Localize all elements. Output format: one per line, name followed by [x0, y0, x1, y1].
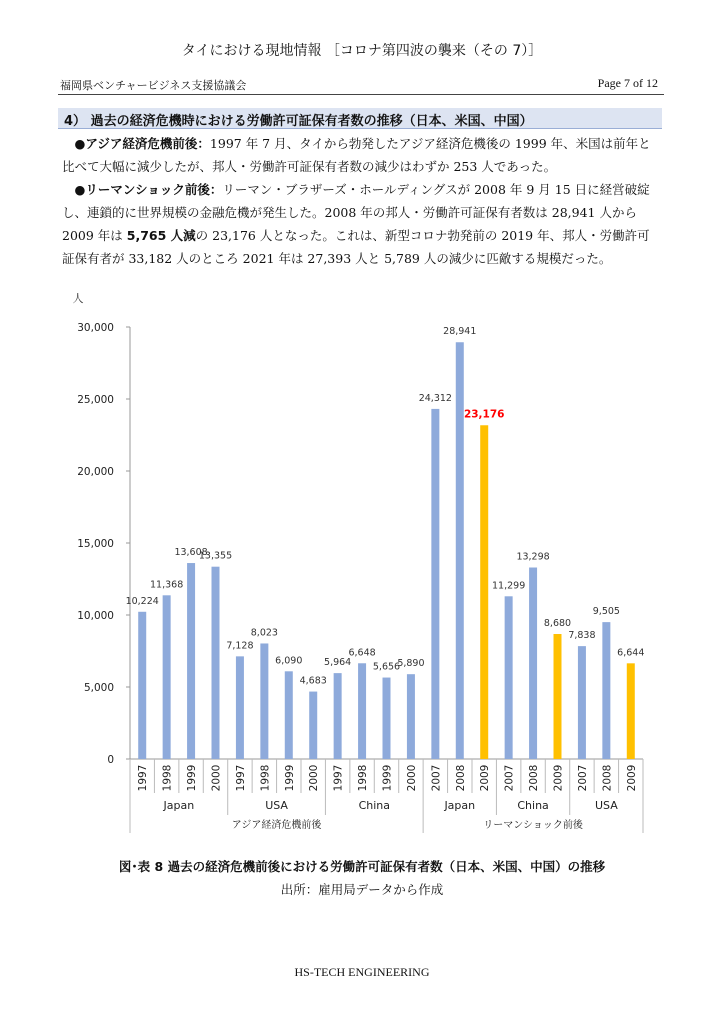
bar-value-label: 13,298 [516, 551, 550, 563]
bar [212, 567, 220, 759]
bar [358, 663, 366, 759]
bar-value-label: 8,680 [543, 618, 572, 630]
bar-value-label: 23,176 [463, 408, 505, 421]
x-tick-label: 2009 [552, 764, 565, 792]
x-tick-label: 2008 [454, 764, 467, 792]
country-group-label: USA [265, 799, 288, 812]
y-tick-label: 25,000 [77, 394, 114, 406]
x-tick-label: 2000 [405, 764, 418, 792]
x-tick-label: 1997 [137, 764, 150, 792]
lehman-shock-text-1: リーマン・ブラザーズ・ホールディングスが 2008 年 9 月 15 日に経営破綻し、連鎖的に世界規模の金融危機が発生した。2008 年の邦人・労働許可証保有者数は 28,941 人から 2009 年は [62, 182, 650, 243]
x-tick-label: 1997 [234, 764, 247, 792]
bar [407, 674, 415, 759]
bar-value-label: 13,355 [198, 550, 233, 562]
period-label: アジア経済危機前後 [231, 820, 322, 831]
x-tick-label: 2007 [430, 764, 443, 792]
x-tick-label: 1999 [283, 764, 296, 792]
x-tick-label: 1998 [357, 764, 370, 792]
x-tick-label: 1997 [332, 764, 345, 792]
y-tick-label: 0 [107, 754, 114, 766]
x-tick-label: 1999 [381, 764, 394, 792]
header-divider [58, 94, 664, 95]
bar-value-label: 5,890 [397, 658, 425, 670]
bar-value-label: 9,505 [592, 606, 620, 618]
asian-crisis-label: ●アジア経済危機前後： [74, 136, 210, 151]
document-title: タイにおける現地情報 ［コロナ第四波の襲来（その 7）］ [181, 43, 543, 59]
x-tick-label: 1998 [161, 764, 174, 792]
bar-value-label: 7,838 [568, 630, 596, 642]
country-group-label: China [358, 799, 390, 812]
section-heading: 4） 過去の経済危機時における労働許可証保有者数の推移（日本、米国、中国） [64, 114, 533, 129]
x-tick-label: 2000 [308, 764, 321, 792]
bar-value-label: 4,683 [299, 675, 327, 687]
page-number: Page 7 of 12 [597, 76, 658, 90]
paragraph-lehman-shock [62, 178, 660, 270]
bar [529, 568, 537, 759]
bar [578, 646, 586, 759]
x-tick-label: 2007 [576, 764, 589, 792]
bar-value-label: 13,608 [174, 547, 208, 559]
work-permit-bar-chart [58, 286, 658, 846]
x-tick-label: 2009 [625, 764, 638, 792]
bar [236, 656, 244, 759]
bar [627, 663, 635, 759]
paragraph-asian-crisis [62, 132, 660, 178]
bar-value-label: 5,656 [372, 661, 401, 673]
figure-source: 出所：雇用局データから作成 [280, 882, 444, 897]
bar-value-label: 6,644 [617, 647, 645, 659]
section-heading-bar [58, 108, 662, 129]
bar [383, 678, 391, 759]
bar-value-label: 11,299 [492, 580, 526, 592]
bar [431, 409, 439, 759]
x-tick-label: 2008 [601, 764, 614, 792]
x-tick-label: 1999 [186, 764, 199, 792]
bar [334, 673, 342, 759]
y-axis-label: 人 [72, 292, 84, 305]
country-group-label: USA [594, 799, 618, 812]
bar [480, 425, 488, 759]
x-tick-label: 2000 [210, 764, 223, 792]
bar-value-label: 5,964 [324, 657, 352, 669]
asian-crisis-text: 1997 年 7 月、タイから勃発したアジア経済危機後の 1999 年、米国は前年と比べて大幅に減少したが、邦人・労働許可証保有者数の減少はわずか 253 人であった。 [62, 136, 651, 174]
bar [456, 342, 464, 759]
period-label: リーマンショック前後 [483, 820, 583, 831]
bar-value-label: 11,368 [150, 579, 184, 591]
bar-value-label: 8,023 [250, 627, 278, 639]
x-tick-label: 2007 [503, 764, 516, 792]
bar [285, 671, 293, 759]
bar-value-label: 6,648 [348, 647, 376, 659]
bar [554, 634, 562, 759]
bar-value-label: 7,128 [226, 640, 254, 652]
bar-value-label: 28,941 [443, 326, 477, 338]
bar-value-label: 10,224 [125, 595, 159, 607]
lehman-shock-label: ●リーマンショック前後： [74, 182, 223, 197]
bar [309, 692, 317, 759]
bar [163, 595, 171, 759]
y-tick-label: 15,000 [77, 538, 114, 550]
y-tick-label: 10,000 [77, 610, 114, 622]
bar [505, 596, 513, 759]
x-tick-label: 2009 [479, 764, 492, 792]
y-tick-label: 20,000 [77, 466, 114, 478]
bar [187, 563, 195, 759]
y-tick-label: 5,000 [83, 682, 114, 694]
x-tick-label: 2008 [528, 764, 541, 792]
page-footer: HS-TECH ENGINEERING [294, 965, 430, 979]
x-tick-label: 1998 [259, 764, 272, 792]
figure-caption: 図･表 8 過去の経済危機前後における労働許可証保有者数（日本、米国、中国）の推移 [118, 859, 606, 874]
country-group-label: Japan [163, 799, 195, 812]
bar-value-label: 6,090 [275, 655, 303, 667]
lehman-shock-text-2: の 23,176 人となった。これは、新型コロナ勃発前の 2019 年、邦人・労働許可証保有者が 33,182 人のところ 2021 年は 27,393 人と 5,789 人の減少に匹敵する規模だった。 [62, 228, 650, 266]
bar-value-label: 24,312 [418, 392, 452, 404]
country-group-label: China [517, 799, 549, 812]
bar [138, 612, 146, 759]
bar [602, 622, 610, 759]
organization-name: 福岡県ベンチャービジネス支援協議会 [60, 79, 247, 92]
bar [260, 643, 268, 759]
y-tick-label: 30,000 [77, 322, 114, 334]
country-group-label: Japan [444, 799, 476, 812]
lehman-shock-decrease: 5,765 人減 [126, 228, 196, 243]
